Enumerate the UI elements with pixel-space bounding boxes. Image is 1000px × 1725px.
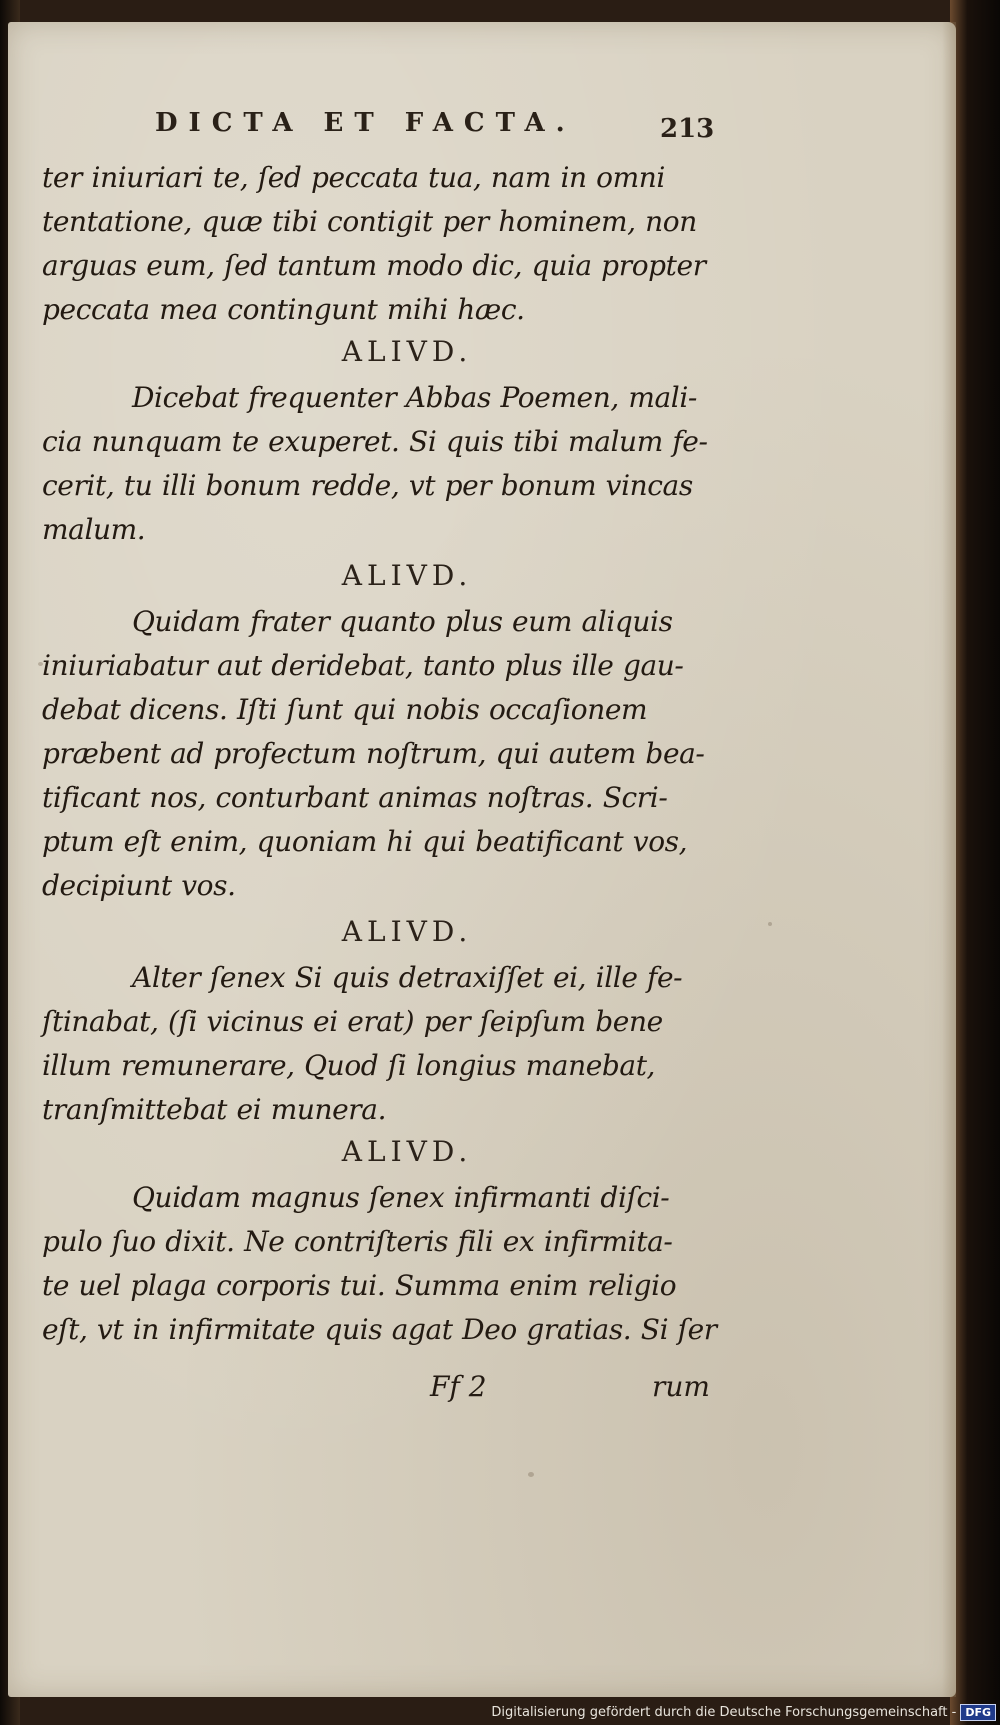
- text-line: Alter ſenex Si quis detraxiſſet ei, ille fe-: [132, 961, 683, 994]
- text-line: tentatione, quæ tibi contigit per hominem, non: [42, 205, 697, 238]
- running-head: DICTA ET FACTA.: [155, 108, 576, 138]
- section-heading: ALIVD.: [341, 915, 473, 948]
- text-line: iniuriabatur aut deridebat, tanto plus ille gau-: [42, 649, 684, 682]
- text-line: ptum eſt enim, quoniam hi qui beatificant vos,: [42, 825, 688, 858]
- credit-text: Digitalisierung gefördert durch die Deutsche Forschungsgemeinschaft -: [491, 1704, 957, 1720]
- text-line: ſtinabat, (ſi vicinus ei erat) per ſeipſum bene: [42, 1005, 663, 1038]
- text-line: tificant nos, conturbant animas noſtras. Scri-: [42, 781, 668, 814]
- text-line: decipiunt vos.: [42, 869, 236, 902]
- page-edge: [942, 22, 956, 1697]
- text-line: eſt, vt in infirmitate quis agat Deo gratias. Si ſer: [42, 1313, 717, 1346]
- section-heading: ALIVD.: [341, 559, 473, 592]
- signature-mark: Ff 2: [430, 1370, 487, 1403]
- text-line: debat dicens. Iſti ſunt qui nobis occaſionem: [42, 693, 648, 726]
- scan-background-right: [950, 0, 1000, 1725]
- paper-fleck: [768, 922, 772, 926]
- section-heading: ALIVD.: [341, 1135, 473, 1168]
- text-line: præbent ad profectum noſtrum, qui autem bea-: [42, 737, 705, 770]
- text-line: Quidam magnus ſenex infirmanti diſci-: [132, 1181, 670, 1214]
- text-line: Quidam frater quanto plus eum aliquis: [132, 605, 673, 638]
- digitization-credit: [491, 1703, 996, 1721]
- text-line: te uel plaga corporis tui. Summa enim religio: [42, 1269, 677, 1302]
- text-line: tranſmittebat ei munera.: [42, 1093, 387, 1126]
- dfg-logo: DFG: [960, 1704, 996, 1721]
- text-line: peccata mea contingunt mihi hæc.: [42, 293, 525, 326]
- page-number: 213: [660, 114, 715, 144]
- main-text: [42, 156, 722, 1352]
- text-line: cia nunquam te exuperet. Si quis tibi malum fe-: [42, 425, 708, 458]
- text-line: Dicebat frequenter Abbas Poemen, mali-: [132, 381, 697, 414]
- page-foot: [430, 1370, 730, 1414]
- paper-fleck: [528, 1472, 534, 1477]
- section-heading: ALIVD.: [341, 335, 473, 368]
- text-line: ter iniuriari te, ſed peccata tua, nam in omni: [42, 161, 665, 194]
- catchword: rum: [652, 1370, 710, 1403]
- text-line: cerit, tu illi bonum redde, vt per bonum vincas: [42, 469, 693, 502]
- text-line: pulo ſuo dixit. Ne contriſteris fili ex infirmita-: [42, 1225, 673, 1258]
- text-line: arguas eum, ſed tantum modo dic, quia propter: [42, 249, 706, 282]
- text-line: illum remunerare, Quod ſi longius manebat,: [42, 1049, 656, 1082]
- text-line: malum.: [42, 513, 146, 546]
